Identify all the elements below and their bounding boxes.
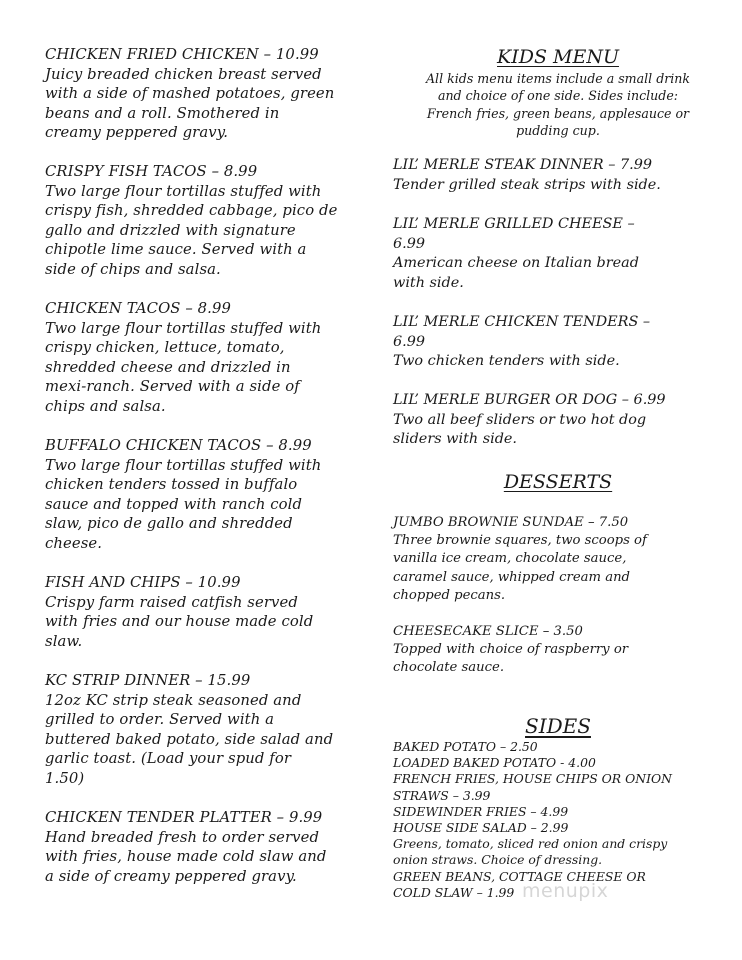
kids-menu-item xyxy=(393,215,723,293)
sides-heading: SIDES xyxy=(525,714,591,738)
menu-item xyxy=(45,573,380,651)
item-description: Tender grilled steak strips with side. xyxy=(393,176,661,193)
sides-line: Greens, tomato, sliced red onion and crispy xyxy=(393,836,668,852)
item-description: 12oz KC strip steak seasoned and grilled to order. Served with a buttered baked potato, side salad and garlic toast. (Load your spud for 1.50) xyxy=(45,691,334,787)
desserts-heading: DESSERTS xyxy=(503,471,613,493)
sides-line: HOUSE SIDE SALAD – 2.99 xyxy=(393,820,569,836)
sides-line: LOADED BAKED POTATO - 4.00 xyxy=(393,755,596,771)
item-description: Two all beef sliders or two hot dog sliders with side. xyxy=(393,411,647,448)
item-title: CHICKEN TENDER PLATTER – 9.99 xyxy=(45,809,323,826)
item-description: Two large flour tortillas stuffed with chicken tenders tossed in buffalo sauce and topped with ranch cold slaw, pico de gallo and shredded cheese. xyxy=(45,456,322,552)
item-title: BUFFALO CHICKEN TACOS – 8.99 xyxy=(45,437,312,454)
sides-line: STRAWS – 3.99 xyxy=(393,787,491,803)
kids-menu-intro: All kids menu items include a small drink and choice of one side. Sides include: French fries, green beans, applesauce or pudding cup. xyxy=(425,71,691,139)
sides-line: BAKED POTATO – 2.50 xyxy=(393,739,538,754)
item-title: CHICKEN FRIED CHICKEN – 10.99 xyxy=(45,46,319,63)
menu-item xyxy=(45,671,380,789)
menu-item xyxy=(45,436,380,554)
menu-item xyxy=(45,45,380,143)
item-description: Two large flour tortillas stuffed with crispy chicken, lettuce, tomato, shredded cheese and drizzled in mexi-ranch. Served with a side of chips and salsa. xyxy=(45,319,322,415)
item-title: KC STRIP DINNER – 15.99 xyxy=(45,672,251,689)
sides-line: FRENCH FRIES, HOUSE CHIPS OR ONION xyxy=(393,771,672,787)
item-description: Two large flour tortillas stuffed with crispy fish, shredded cabbage, pico de gallo and drizzled with signature chipotle lime sauce. Served with a side of chips and salsa. xyxy=(45,182,338,278)
menu-item xyxy=(45,162,380,280)
item-title: LIL’ MERLE GRILLED CHEESE – 6.99 xyxy=(393,216,635,252)
kids-menu-item xyxy=(393,156,723,195)
item-description: American cheese on Italian bread with side. xyxy=(393,255,639,291)
item-description: Juicy breaded chicken breast served with a side of mashed potatoes, green beans and a roll. Smothered in creamy peppered gravy. xyxy=(45,65,335,142)
item-title: LIL’ MERLE STEAK DINNER – 7.99 xyxy=(393,157,653,173)
item-description: Hand breaded fresh to order served with fries, house made cold slaw and a side of creamy peppered gravy. xyxy=(45,828,327,885)
menu-item xyxy=(45,808,380,886)
sides-line: COLD SLAW – 1.99 xyxy=(393,884,515,900)
menu-item xyxy=(45,299,380,417)
sides-line: onion straws. Choice of dressing. xyxy=(393,852,603,868)
item-title: LIL’ MERLE CHICKEN TENDERS – 6.99 xyxy=(393,314,651,350)
kids-menu-item xyxy=(393,313,723,372)
item-description: Three brownie squares, two scoops of vanilla ice cream, chocolate sauce, caramel sauce, whipped cream and chopped pecans. xyxy=(393,533,647,603)
item-description: Crispy farm raised catfish served with fries and our house made cold slaw. xyxy=(45,593,314,650)
item-title: FISH AND CHIPS – 10.99 xyxy=(45,574,241,591)
item-description: Topped with choice of raspberry or chocolate sauce. xyxy=(393,642,629,676)
item-title: CHICKEN TACOS – 8.99 xyxy=(45,300,231,317)
item-title: CHEESECAKE SLICE – 3.50 xyxy=(393,624,583,639)
dessert-item xyxy=(393,623,723,678)
sides-list xyxy=(393,739,723,901)
item-description: Two chicken tenders with side. xyxy=(393,353,620,370)
item-title: LIL’ MERLE BURGER OR DOG – 6.99 xyxy=(393,392,666,408)
dessert-item xyxy=(393,514,723,605)
watermark: menupix xyxy=(522,880,609,902)
item-title: JUMBO BROWNIE SUNDAE – 7.50 xyxy=(393,515,629,530)
sides-line: SIDEWINDER FRIES – 4.99 xyxy=(393,803,569,819)
kids-menu-item xyxy=(393,391,723,450)
sides-line: GREEN BEANS, COTTAGE CHEESE OR xyxy=(393,868,646,884)
kids-menu-heading: KIDS MENU xyxy=(497,46,619,68)
item-title: CRISPY FISH TACOS – 8.99 xyxy=(45,163,258,180)
